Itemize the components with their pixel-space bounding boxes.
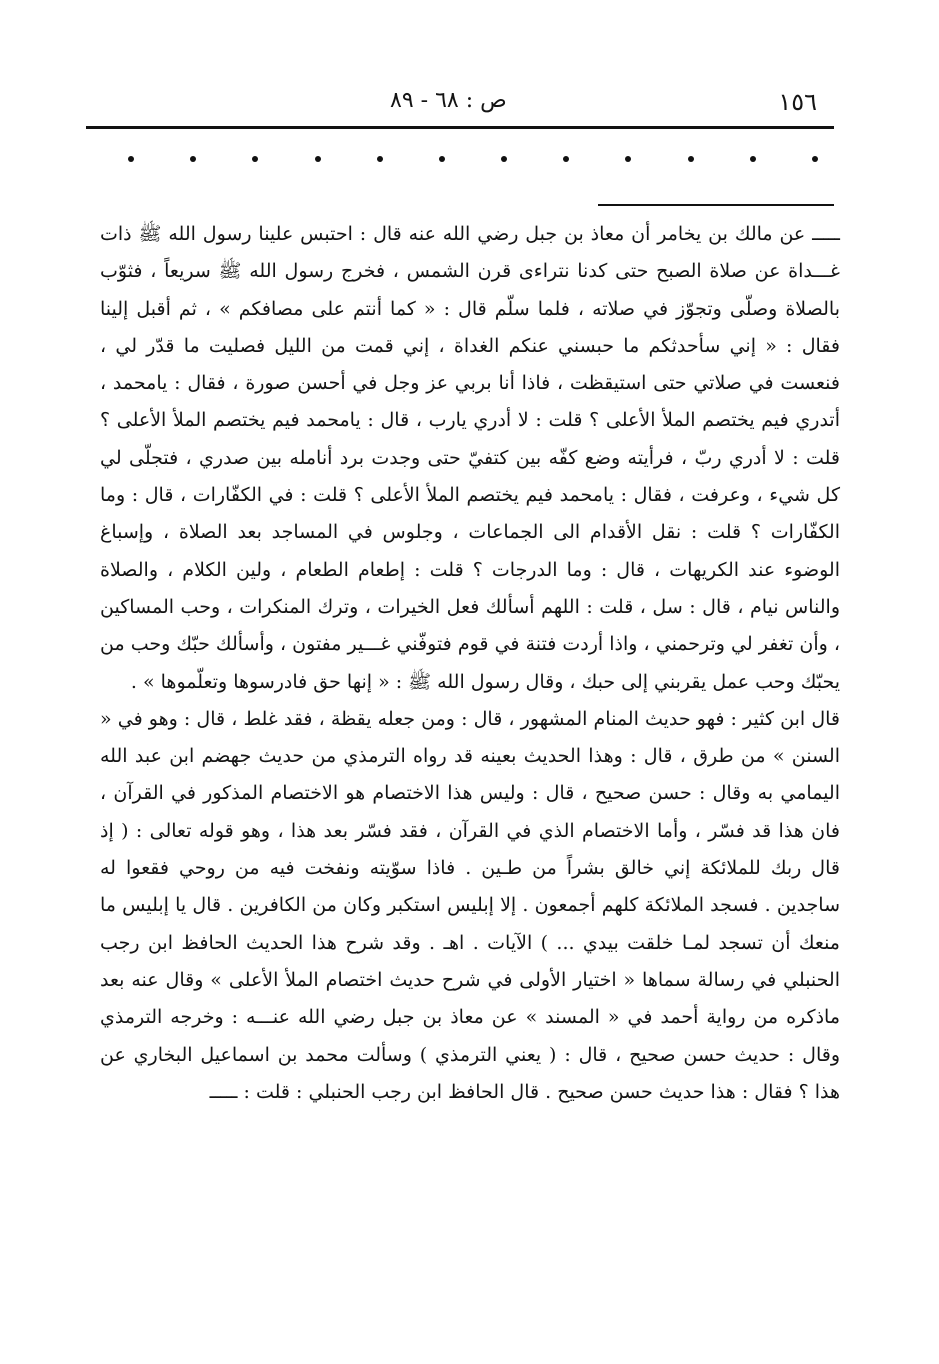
- ornament-dot: [439, 156, 445, 162]
- ornament-dot: [812, 156, 818, 162]
- body-text: [100, 216, 840, 1111]
- ornament-dot: [128, 156, 134, 162]
- page-reference: ص : ٦٨ - ٨٩: [390, 88, 507, 113]
- ornament-dot: [190, 156, 196, 162]
- ornament-dot: [377, 156, 383, 162]
- ornament-dots-row: [128, 148, 818, 162]
- commentary-paragraph: قال ابن كثير : فهو حديث المنام المشهور ، قال : ومن جعله يقظة ، فقد غلط ، قال : وهو في « السنن » من طرق ، قال : وهذا الحديث بعينه قد رواه الترمذي من حديث جهضم ابن عبد الله اليمامي به وقال : حسن صحيح ، قال : وليس هذا الاختصام هو الاختصام المذكور في القرآن ، فان هذا قد فسّر ، وأما الاختصام الذي في القرآن ، فقد فسّر بعد هذا ، وهو قوله تعالى : ( إذ قال ربك للملائكة إني خالق بشراً من طـين . فاذا سوّيته ونفخت فيه من روحي فقعوا له ساجدين . فسجد الملائكة كلهم أجمعون . إلا إبليس استكبر وكان من الكافرين . قال يا إبليس ما منعك أن تسجد لمـا خلقت بيدي ... ) الآيات . اهـ . وقد شرح هذا الحديث الحافظ ابن رجب الحنبلي في رسالة سماها « اختيار الأولى في شرح حديث اختصام الملأ الأعلى » وقال عنه بعد ماذكره من رواية أحمد في « المسند » عن معاذ بن جبل رضي الله عنـــه : وخرجه الترمذي وقال : حديث حسن صحيح ، قال : ( يعني الترمذي ) وسألت محمد بن اسماعيل البخاري عن هذا ؟ فقال : هذا حديث حسن صحيح . قال الحافظ ابن رجب الحنبلي : قلت : ـــــ: [100, 707, 840, 1103]
- ornament-dot: [501, 156, 507, 162]
- hadith-paragraph: ـــــ عن مالك بن يخامر أن معاذ بن جبل رضي الله عنه قال : احتبس علينا رسول الله ﷺ ذات غـــداة عن صلاة الصبح حتى كدنا نتراءى قرن الشمس ، فخرج رسول الله ﷺ سريعاً ، فثوّب بالصلاة وصلّى وتجوّز في صلاته ، فلما سلّم قال : « كما أنتم على مصافكم » ، ثم أقبل إلينا فقال : « إني سأحدثكم ما حبسني عنكم الغداة ، إني قمت من الليل فصليت ما قدّر لي ، فنعست في صلاتي حتى استيقظت ، فاذا أنا بربي عز وجل في أحسن صورة ، فقال : يامحمد ، أتدري فيم يختصم الملأ الأعلى ؟ قلت : لا أدري يارب ، قال : يامحمد فيم يختصم الملأ الأعلى ؟ قلت : لا أدري ربّ ، فرأيته وضع كفّه بين كتفيّ حتى وجدت برد أنامله بين صدري ، فتجلّى لي كل شيء ، وعرفت ، فقال : يامحمد فيم يختصم الملأ الأعلى ؟ قلت : في الكفّارات ، قال : وما الكفّارات ؟ قلت : نقل الأقدام الى الجماعات ، وجلوس في المساجد بعد الصلاة ، وإسباغ الوضوء عند الكريهات ، قال : وما الدرجات ؟ قلت : إطعام الطعام ، ولين الكلام ، والصلاة والناس نيام ، قال : سل ، قلت : اللهم أسألك فعل الخيرات ، وترك المنكرات ، وحب المساكين ، وأن تغفر لي وترحمني ، واذا أردت فتنة في قوم فتوفّني غـــير مفتون ، وأسألك حبّك وحب من يحبّك وحب عمل يقربني إلى حبك ، وقال رسول الله ﷺ : « إنها حق فادرسوها وتعلّموها » .: [100, 223, 840, 693]
- header-rule: [86, 126, 834, 129]
- ornament-dot: [625, 156, 631, 162]
- page-number: ١٥٦: [778, 88, 817, 116]
- section-rule: [598, 204, 834, 206]
- ornament-dot: [563, 156, 569, 162]
- ornament-dot: [750, 156, 756, 162]
- ornament-dot: [315, 156, 321, 162]
- ornament-dot: [252, 156, 258, 162]
- ornament-dot: [688, 156, 694, 162]
